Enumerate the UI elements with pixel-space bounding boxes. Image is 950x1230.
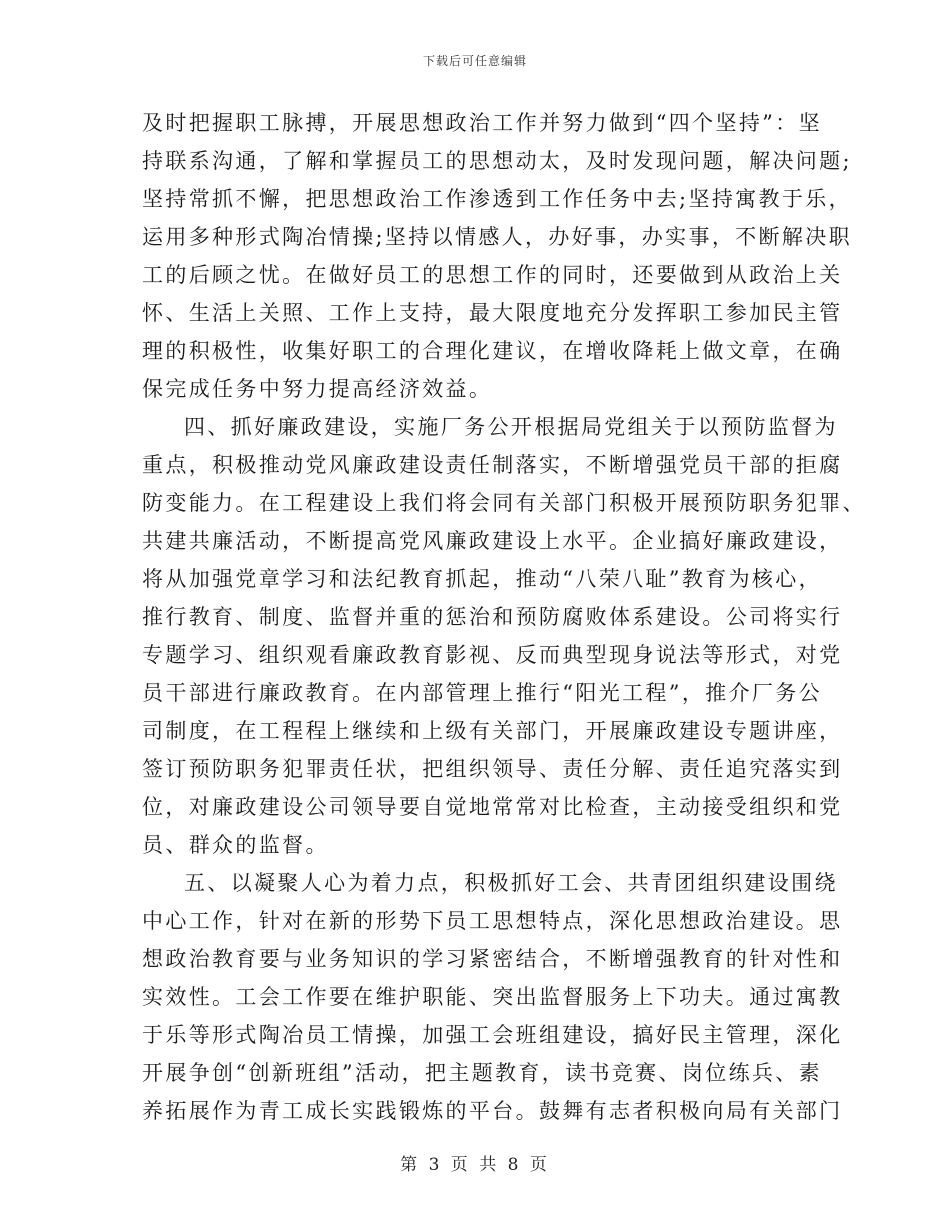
text-line: 专题学习、组织观看廉政教育影视、反而典型现身说法等形式，对党 [142,643,843,667]
text-line: 四、抓好廉政建设，实施厂务公开根据局党组关于以预防监督为 [184,415,838,439]
text-line: 及时把握职工脉搏，开展思想政治工作并努力做到“四个坚持”：坚 [142,111,822,135]
document-body [142,104,866,1130]
text-line: 推行教育、制度、监督并重的惩治和预防腐败体系建设。公司将实行 [142,605,843,629]
text-line: 中心工作，针对在新的形势下员工思想特点，深化思想政治建设。思 [142,909,843,933]
text-line: 怀、生活上关照、工作上支持，最大限度地充分发挥职工参加民主管 [142,301,843,325]
text-line: 养拓展作为青工成长实践锻炼的平台。鼓舞有志者积极向局有关部门 [142,1099,843,1123]
text-line: 员干部进行廉政教育。在内部管理上推行“阳光工程”，推介厂务公 [142,681,822,705]
text-line: 坚持常抓不懈，把思想政治工作渗透到工作任务中去;坚持寓教于乐， [142,187,852,211]
text-line: 工的后顾之忧。在做好员工的思想工作的同时，还要做到从政治上关 [142,263,843,287]
text-line: 将从加强党章学习和法纪教育抓起，推动“八荣八耻”教育为核心， [142,567,822,591]
text-line: 员、群众的监督。 [142,833,329,857]
text-line: 司制度，在工程程上继续和上级有关部门，开展廉政建设专题讲座， [142,719,843,743]
text-line: 防变能力。在工程建设上我们将会同有关部门积极开展预防职务犯罪、 [142,491,866,515]
text-line: 于乐等形式陶冶员工情操，加强工会班组建设，搞好民主管理，深化 [142,1023,843,1047]
text-line: 实效性。工会工作要在维护职能、突出监督服务上下功夫。通过寓教 [142,985,843,1009]
text-line: 五、以凝聚人心为着力点，积极抓好工会、共青团组织建设围绕 [184,871,838,895]
page-header: 下载后可任意编辑 [422,54,527,68]
text-line: 开展争创“创新班组”活动，把主题教育，读书竞赛、岗位练兵、素 [142,1061,822,1085]
text-line: 签订预防职务犯罪责任状，把组织领导、责任分解、责任追究落实到 [142,757,843,781]
text-line: 想政治教育要与业务知识的学习紧密结合，不断增强教育的针对性和 [142,947,843,971]
text-line: 共建共廉活动，不断提高党风廉政建设上水平。企业搞好廉政建设， [142,529,843,553]
text-line: 位，对廉政建设公司领导要自觉地常常对比检查，主动接受组织和党 [142,795,843,819]
page-number-footer: 第 3 页 共 8 页 [400,1155,550,1175]
text-line: 重点，积极推动党风廉政建设责任制落实，不断增强党员干部的拒腐 [142,453,843,477]
text-line: 理的积极性，收集好职工的合理化建议，在增收降耗上做文章，在确 [142,339,843,363]
text-line: 运用多种形式陶冶情操;坚持以情感人，办好事，办实事，不断解决职 [142,225,852,249]
text-line: 持联系沟通，了解和掌握员工的思想动太，及时发现问题，解决问题; [142,149,852,173]
text-line: 保完成任务中努力提高经济效益。 [142,377,493,401]
